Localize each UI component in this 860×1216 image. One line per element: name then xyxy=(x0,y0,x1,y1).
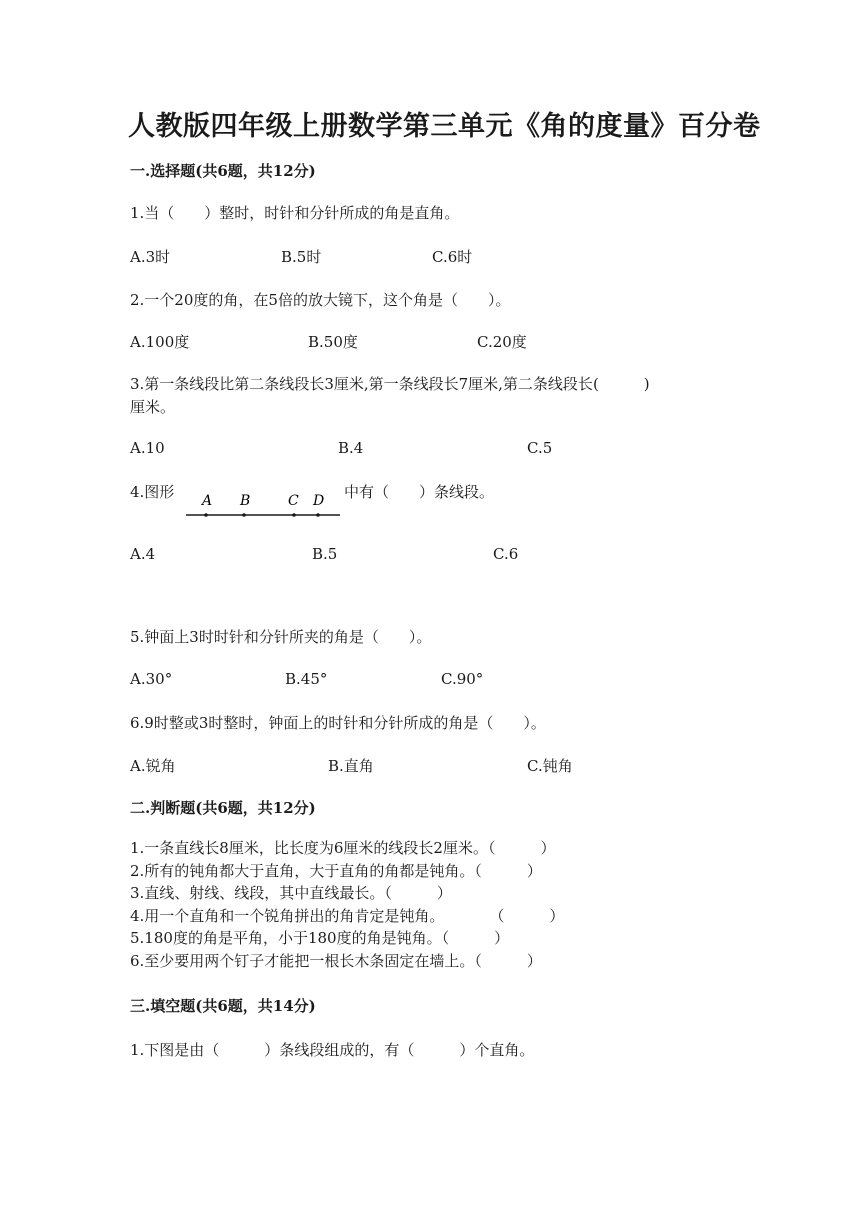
question-5-option-a: A.30° xyxy=(130,670,173,688)
question-4-suffix: 中有（ ）条线段。 xyxy=(344,483,495,501)
judgement-item-6: 6.至少要用两个钉子才能把一根长木条固定在墙上。（ ） xyxy=(130,951,542,970)
question-3-option-c: C.5 xyxy=(527,439,553,457)
question-6-option-b: B.直角 xyxy=(328,757,374,775)
question-1-text: 1.当（ ）整时，时针和分针所成的角是直角。 xyxy=(130,204,460,222)
point-label-c: C xyxy=(288,493,299,509)
section-heading-judgement: 二.判断题(共6题，共12分) xyxy=(130,799,316,817)
point-label-d: D xyxy=(313,493,325,509)
question-4-prefix: 4.图形 xyxy=(130,483,175,501)
page-title: 人教版四年级上册数学第三单元《角的度量》百分卷 xyxy=(128,111,761,142)
question-2-option-c: C.20度 xyxy=(477,333,527,351)
question-6-option-a: A.锐角 xyxy=(130,757,176,775)
question-3-option-b: B.4 xyxy=(338,439,364,457)
section-heading-choice: 一.选择题(共6题，共12分) xyxy=(130,162,316,180)
question-5-text: 5.钟面上3时时针和分针所夹的角是（ ）。 xyxy=(130,628,432,646)
question-2-option-a: A.100度 xyxy=(130,333,190,351)
judgement-item-2: 2.所有的钝角都大于直角，大于直角的角都是钝角。（ ） xyxy=(130,861,542,880)
question-3-option-a: A.10 xyxy=(130,439,165,457)
judgement-item-5: 5.180度的角是平角，小于180度的角是钝角。（ ） xyxy=(130,929,510,948)
point-label-b: B xyxy=(240,493,251,509)
question-6-text: 6.9时整或3时整时，钟面上的时针和分针所成的角是（ ）。 xyxy=(130,714,546,732)
question-3-text-line2: 厘米。 xyxy=(130,398,176,416)
point-label-a: A xyxy=(202,493,213,509)
question-1-option-c: C.6时 xyxy=(432,248,473,266)
judgement-list xyxy=(130,837,564,973)
question-1-option-a: A.3时 xyxy=(130,248,171,266)
line-segment-figure xyxy=(184,490,344,522)
question-2-option-b: B.50度 xyxy=(308,333,358,351)
question-6-option-c: C.钝角 xyxy=(527,757,573,775)
question-4-option-b: B.5 xyxy=(312,545,338,563)
question-4-option-a: A.4 xyxy=(130,545,156,563)
fill-question-1-text: 1.下图是由（ ）条线段组成的，有（ ）个直角。 xyxy=(130,1041,535,1059)
section-heading-fill-in: 三.填空题(共6题，共14分) xyxy=(130,997,316,1015)
judgement-item-4: 4.用一个直角和一个锐角拼出的角肯定是钝角。 （ ） xyxy=(130,906,565,925)
question-5-option-c: C.90° xyxy=(441,670,484,688)
question-3-text-line1: 3.第一条线段比第二条线段长3厘米,第一条线段长7厘米,第二条线段长( ) xyxy=(130,375,650,393)
question-4-option-c: C.6 xyxy=(493,545,519,563)
question-1-option-b: B.5时 xyxy=(281,248,322,266)
judgement-item-3: 3.直线、射线、线段，其中直线最长。（ ） xyxy=(130,884,452,903)
judgement-item-1: 1.一条直线长8厘米，比长度为6厘米的线段长2厘米。（ ） xyxy=(130,839,556,857)
question-2-text: 2.一个20度的角，在5倍的放大镜下，这个角是（ ）。 xyxy=(130,291,511,309)
question-5-option-b: B.45° xyxy=(285,670,328,688)
